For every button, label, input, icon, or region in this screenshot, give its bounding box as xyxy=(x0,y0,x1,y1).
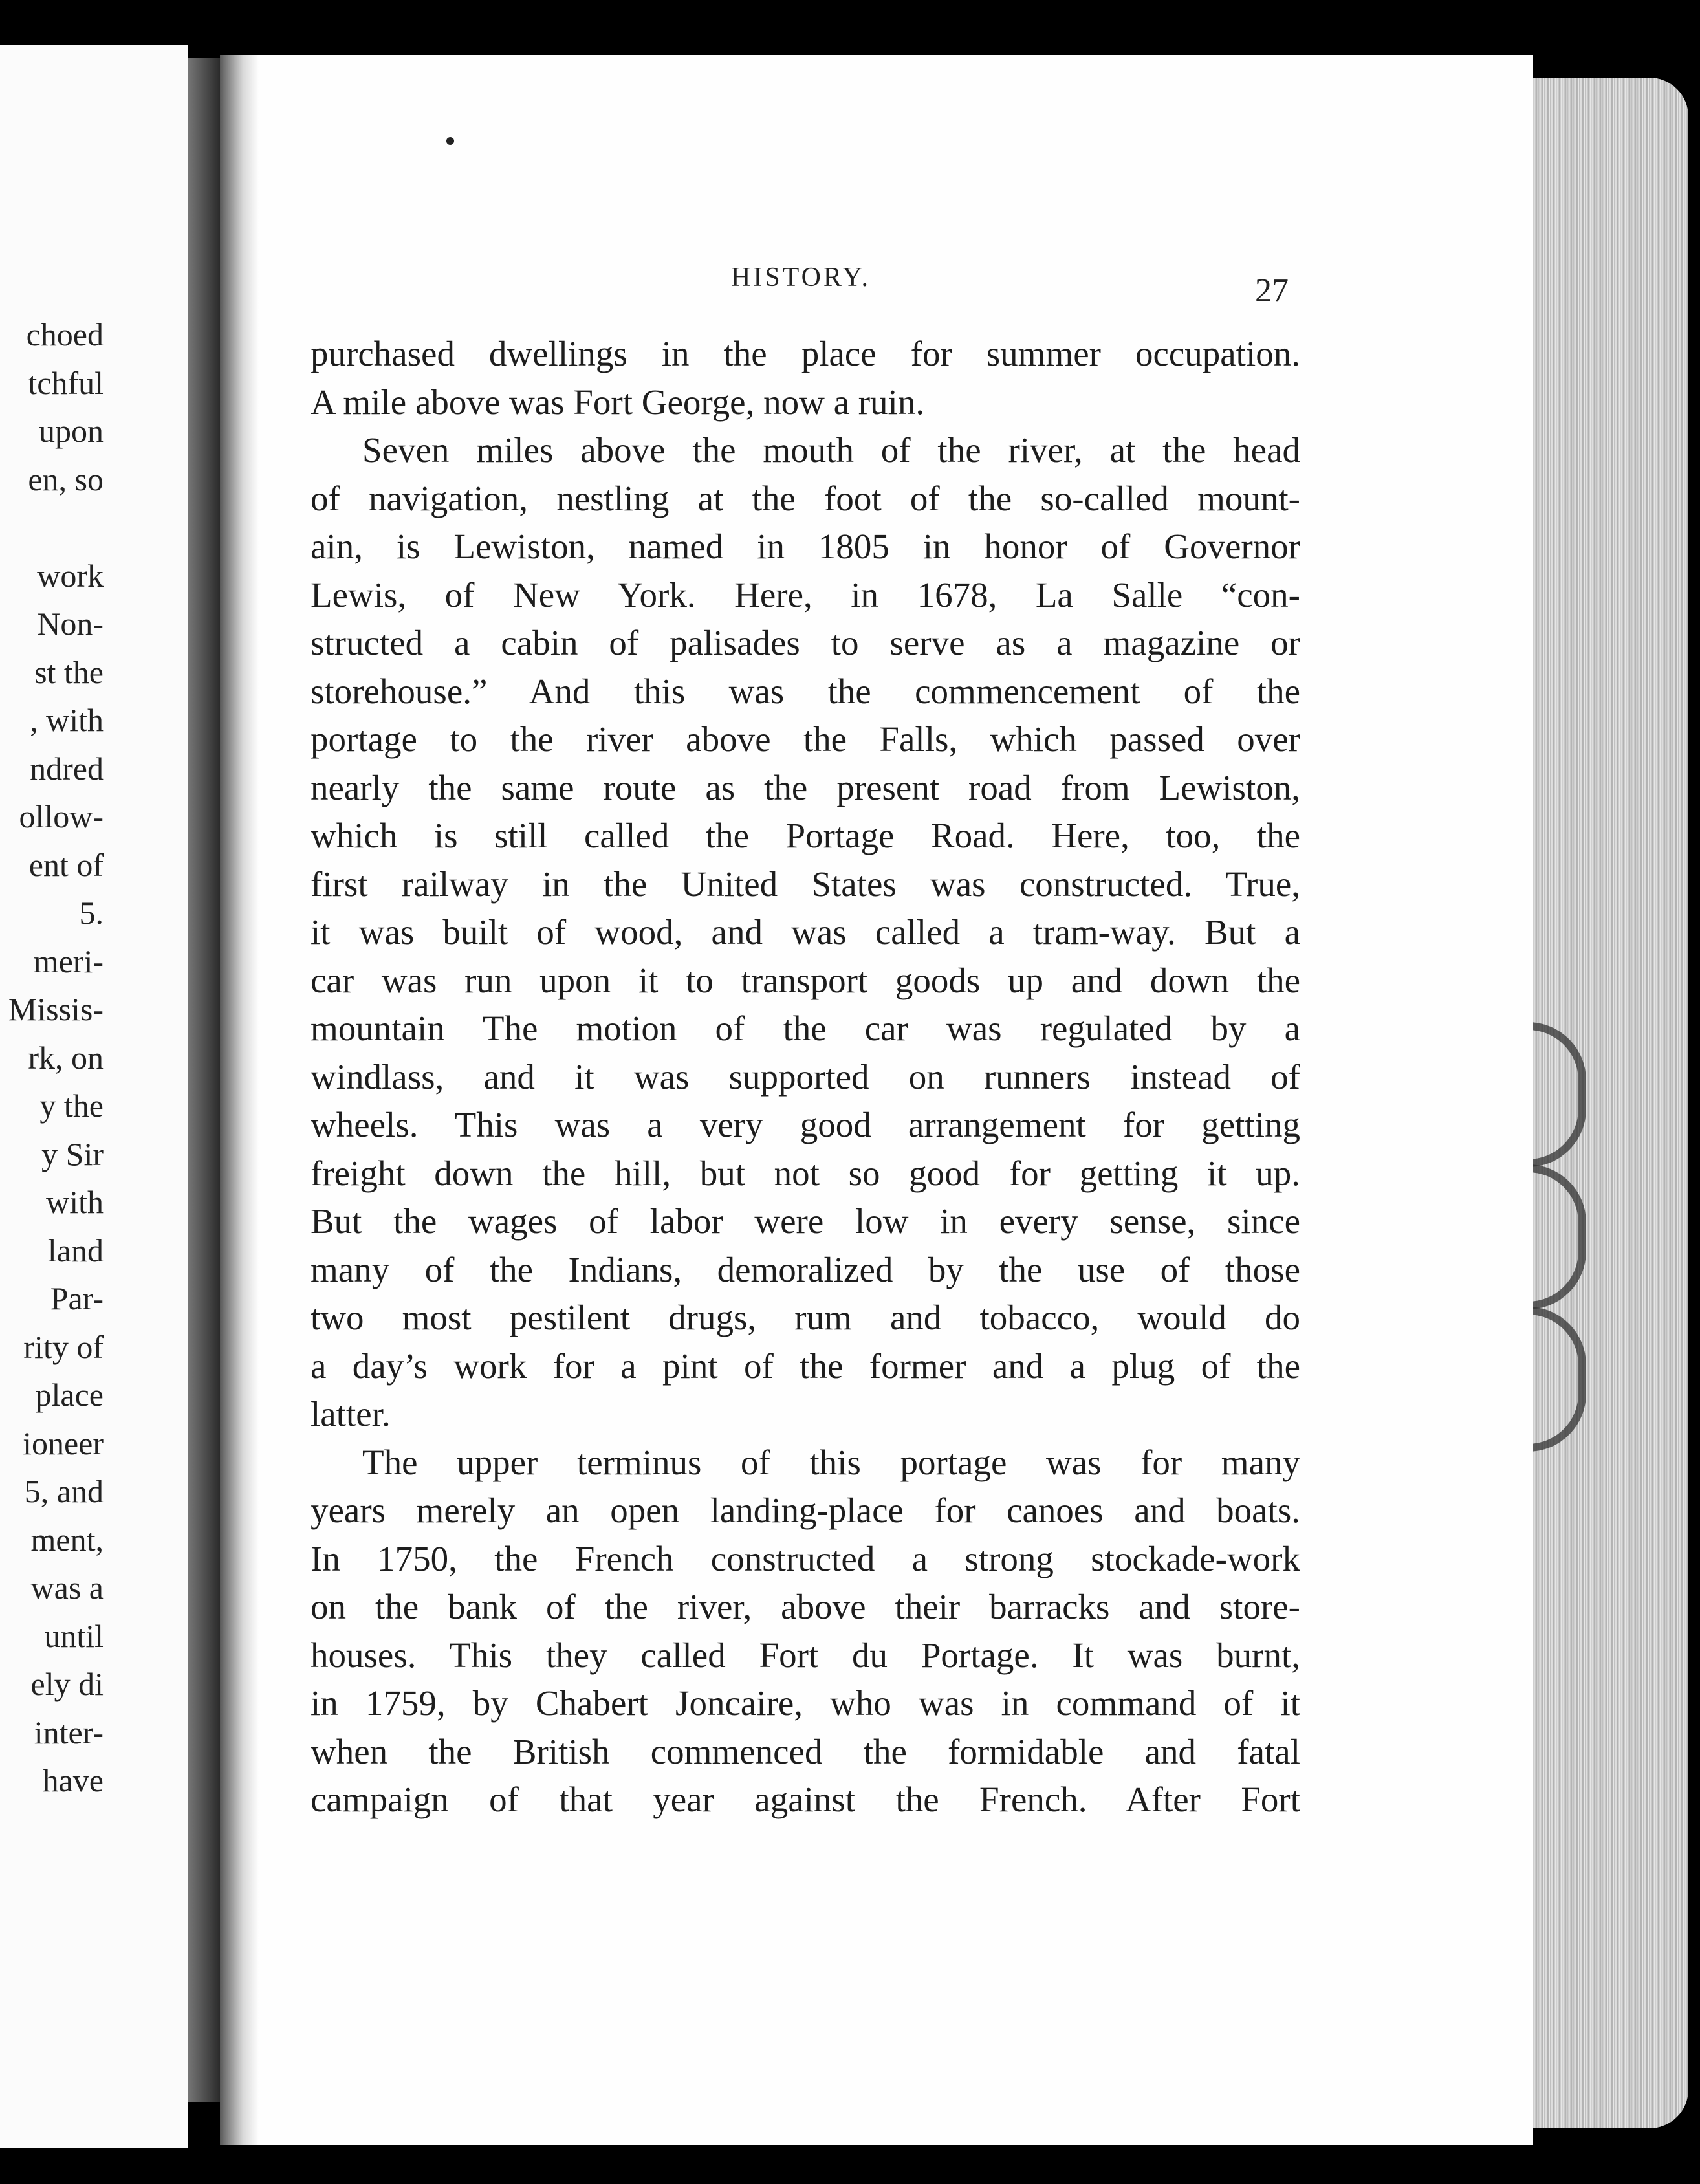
ink-speck xyxy=(446,137,454,145)
text-line: st the xyxy=(34,653,104,690)
text-line: ely di xyxy=(30,1666,104,1702)
text-line: ain, is Lewiston, named in 1805 in honor of Governor xyxy=(311,527,1300,566)
text-line: storehouse.” And this was the commencement of the xyxy=(311,671,1300,711)
text-line: windlass, and it was supported on runners instead of xyxy=(311,1056,1300,1097)
text-line: work xyxy=(37,557,104,594)
running-head: HISTORY. xyxy=(731,263,871,292)
text-line: A mile above was Fort George, now a ruin. xyxy=(311,382,925,422)
text-line: latter. xyxy=(311,1394,391,1434)
text-line: many of the Indians, demoralized by the use of those xyxy=(311,1249,1300,1289)
text-line: Par- xyxy=(50,1280,104,1316)
text-line: 5. xyxy=(79,895,104,931)
text-line: upon xyxy=(39,413,104,449)
text-line: first railway in the United States was constructed. True, xyxy=(311,864,1300,904)
text-line: en, so xyxy=(28,461,104,497)
text-line: The upper terminus of this portage was for many xyxy=(362,1442,1300,1482)
text-line: y Sir xyxy=(41,1135,104,1172)
text-line: on the bank of the river, above their barracks and store- xyxy=(311,1587,1300,1626)
text-line: portage to the river above the Falls, which passed over xyxy=(311,719,1300,759)
text-line: nearly the same route as the present road from Lewiston, xyxy=(311,767,1300,807)
page-number: 27 xyxy=(1255,272,1289,309)
text-line: 5, and xyxy=(24,1473,104,1509)
text-line: rk, on xyxy=(28,1039,104,1076)
text-line: campaign of that year against the French. After Fort xyxy=(311,1780,1300,1819)
text-line: have xyxy=(42,1762,104,1798)
text-line: it was built of wood, and was called a tram-way. But a xyxy=(311,912,1300,952)
text-line: ndred xyxy=(30,750,104,787)
text-line: in 1759, by Chabert Joncaire, who was in command of it xyxy=(311,1683,1300,1723)
left-page-text xyxy=(0,311,104,1805)
text-line: of navigation, nestling at the foot of the so-called mount- xyxy=(311,478,1300,518)
text-line: mountain The motion of the car was regulated by a xyxy=(311,1009,1300,1048)
text-line: wheels. This was a very good arrangement for getting xyxy=(311,1105,1300,1144)
text-line: rity of xyxy=(23,1328,104,1365)
text-line: y the xyxy=(39,1087,104,1124)
text-line: choed xyxy=(26,316,104,353)
text-line: structed a cabin of palisades to serve as a magazine or xyxy=(311,623,1300,662)
text-line: was a xyxy=(30,1569,104,1606)
text-line: until xyxy=(44,1617,104,1654)
text-line: years merely an open landing-place for canoes and boats. xyxy=(311,1491,1300,1530)
text-line: inter- xyxy=(34,1714,104,1751)
text-line: Missis- xyxy=(8,991,104,1027)
text-line: ment, xyxy=(30,1521,104,1558)
text-line: meri- xyxy=(33,943,104,979)
text-line: car was run upon it to transport goods up and down the xyxy=(311,960,1300,1000)
text-line: a day’s work for a pint of the former and a plug of the xyxy=(311,1346,1300,1386)
text-line: when the British commenced the formidable and fatal xyxy=(311,1731,1300,1771)
text-line: tchful xyxy=(28,364,104,401)
text-line xyxy=(0,503,104,552)
text-line: with xyxy=(46,1184,104,1220)
text-line: ollow- xyxy=(19,798,104,835)
text-line: ioneer xyxy=(23,1425,104,1461)
text-line: place xyxy=(35,1377,104,1413)
text-line: Lewis, of New York. Here, in 1678, La Salle “con- xyxy=(311,574,1300,615)
text-line: which is still called the Portage Road. Here, too, the xyxy=(311,816,1300,855)
text-line: ent of xyxy=(28,846,104,883)
text-line: purchased dwellings in the place for summer occupation. xyxy=(311,334,1300,373)
text-line: Seven miles above the mouth of the river, at the head xyxy=(362,430,1300,470)
text-line: In 1750, the French constructed a strong stockade-work xyxy=(311,1538,1300,1578)
page-gutter-shade xyxy=(220,55,259,2145)
text-line: two most pestilent drugs, rum and tobacco, would do xyxy=(311,1298,1300,1337)
text-line: But the wages of labor were low in every sense, since xyxy=(311,1201,1300,1241)
text-line: houses. This they called Fort du Portage. It was burnt, xyxy=(311,1635,1300,1675)
text-line: Non- xyxy=(37,606,104,642)
text-line: , with xyxy=(30,702,104,738)
text-line: land xyxy=(47,1232,104,1269)
body-text xyxy=(311,330,1300,1824)
text-line: freight down the hill, but not so good for getting it up. xyxy=(311,1153,1300,1193)
